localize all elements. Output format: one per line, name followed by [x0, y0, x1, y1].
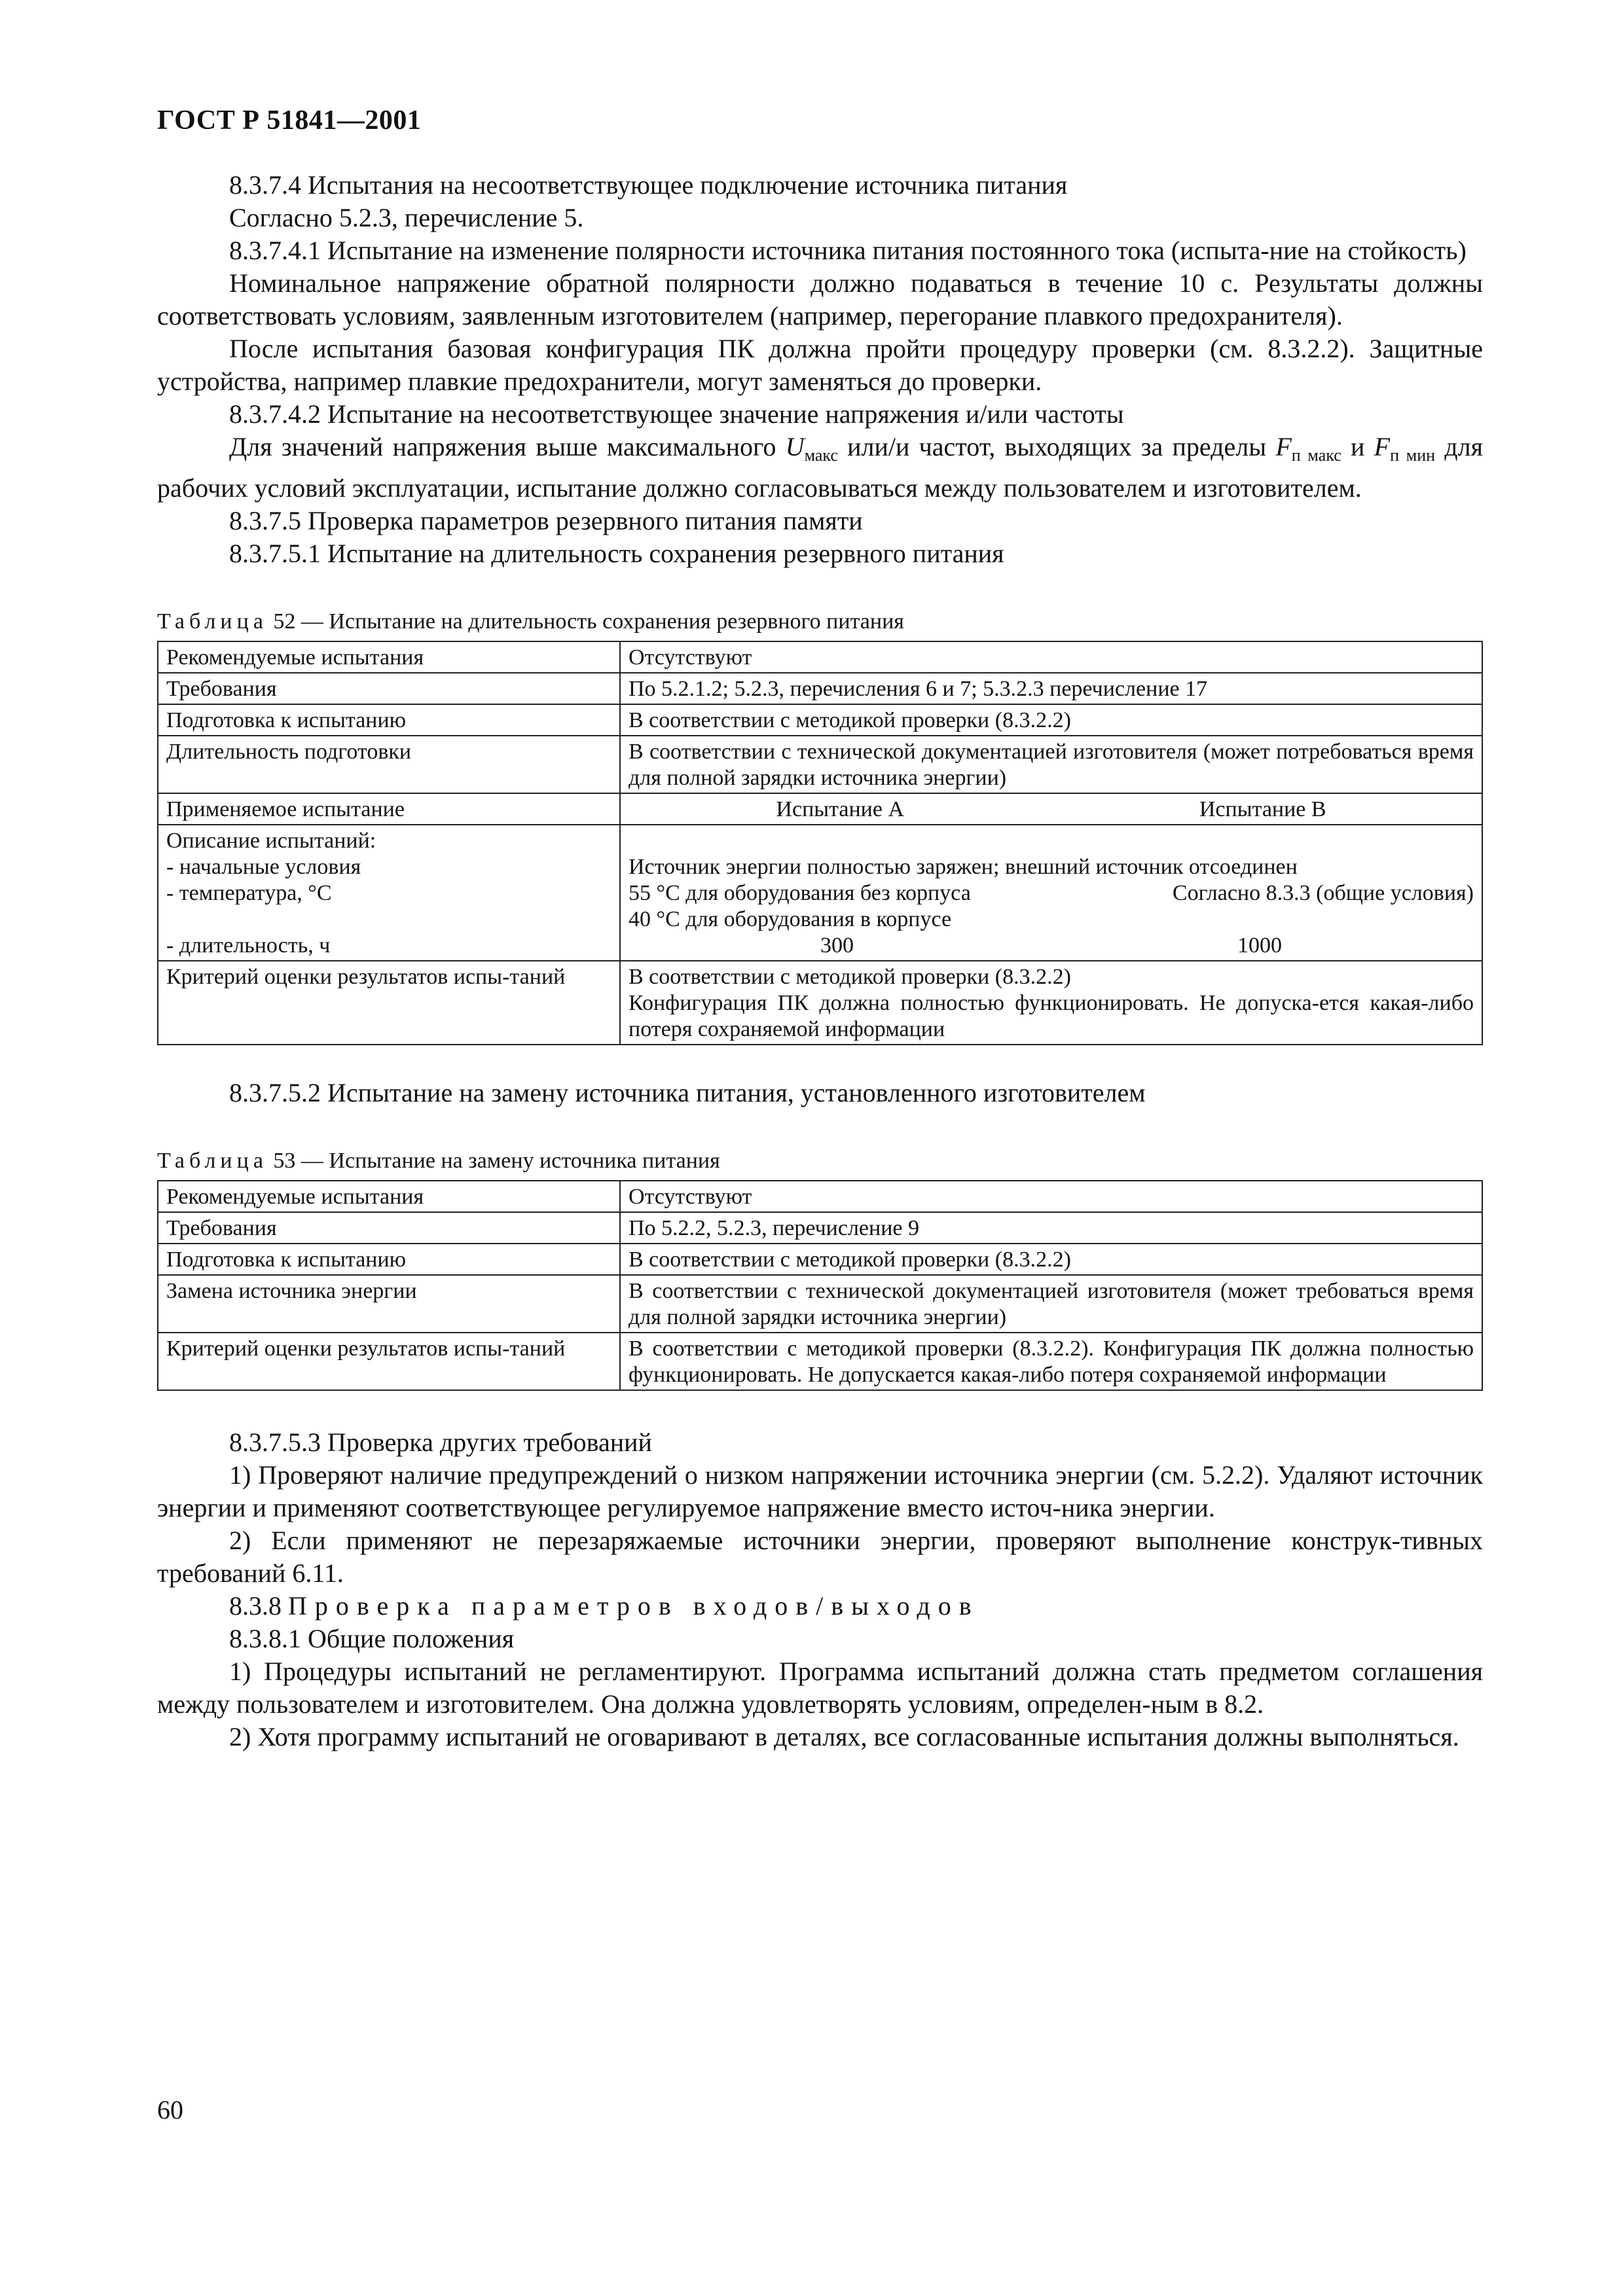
subscript: п мин	[1390, 446, 1436, 465]
symbol: U	[785, 432, 805, 461]
temp-label: - температура, °С	[166, 881, 332, 905]
table-cell: В соответствии с технической документацией изготовителя (может потребоваться время для полной зарядки источника энергии)	[620, 736, 1482, 793]
table-row	[158, 793, 1482, 825]
dur-row	[629, 933, 1474, 959]
paragraph: 8.3.7.5.3 Проверка других требований	[229, 1427, 652, 1457]
paragraph: 1) Проверяют наличие предупреждений о низком напряжении источника энергии (см. 5.2.2). Удаляют источник энергии и применяют соответствующее регулируемое напряжение вместо источ-ника энергии.	[157, 1460, 1483, 1522]
table-row	[158, 961, 1482, 1045]
paragraph: 8.3.7.4.2 Испытание на несоответствующее значение напряжения и/или частоты	[229, 399, 1124, 429]
init-value: Источник энергии полностью заряжен; внешний источник отсоединен	[629, 855, 1298, 879]
section-heading	[157, 1590, 1483, 1623]
table-cell: Критерий оценки результатов испы-таний	[158, 961, 620, 1045]
test-a-label: Испытание А	[776, 797, 905, 821]
dur-b: 1000	[1237, 933, 1282, 958]
section-title: Проверка параметров входов/выходов	[288, 1591, 979, 1621]
table-cell	[620, 961, 1482, 1045]
table-cell: Рекомендуемые испытания	[158, 1181, 620, 1212]
temp-a2: 40 °С для оборудования в корпусе	[629, 907, 952, 931]
table-row	[158, 1181, 1482, 1212]
table-row	[158, 673, 1482, 704]
standard-header: ГОСТ Р 51841—2001	[157, 105, 422, 135]
paragraph: 8.3.8.1 Общие положения	[229, 1624, 515, 1653]
table-cell: Подготовка к испытанию	[158, 704, 620, 736]
table-cell: Длительность подготовки	[158, 736, 620, 793]
table-cell: Применяемое испытание	[158, 793, 620, 825]
temp-a1: 55 °С для оборудования без корпуса	[629, 881, 971, 905]
init-label: - начальные условия	[166, 855, 361, 879]
table-cell: Отсутствуют	[620, 641, 1482, 673]
desc-label: Описание испытаний:	[166, 829, 376, 853]
table-cell: Замена источника энергии	[158, 1275, 620, 1333]
text: или/и частот, выходящих за пределы	[837, 432, 1276, 461]
dur-a: 300	[820, 933, 854, 958]
table-cell: Отсутствуют	[620, 1181, 1482, 1212]
table-cell: Требования	[158, 673, 620, 704]
table-caption	[157, 608, 1483, 636]
paragraph: 1) Процедуры испытаний не регламентируют. Программа испытаний должна стать предметом соглашения между пользователем и изготовителем. Она должна удовлетворять условиям, определен-ным в 8.2.	[157, 1657, 1483, 1719]
text: Для значений напряжения выше максимального	[229, 432, 786, 461]
paragraph: Номинальное напряжение обратной полярности должно подаваться в течение 10 с. Результаты должны соответствовать условиям, заявленным изготовителем (например, перегорание плавкого предохранителя).	[157, 268, 1483, 331]
table-cell: По 5.2.1.2; 5.2.3, перечисления 6 и 7; 5.3.2.3 перечисление 17	[620, 673, 1482, 704]
section-number: 8.3.8	[229, 1591, 288, 1621]
table-row	[158, 736, 1482, 793]
temp-b: Согласно 8.3.3 (общие условия)	[1172, 881, 1474, 905]
table-caption	[157, 1147, 1483, 1175]
table-cell: Рекомендуемые испытания	[158, 641, 620, 673]
table-title: 52 — Испытание на длительность сохранения резервного питания	[267, 609, 904, 634]
table-row	[158, 1212, 1482, 1244]
table-row	[158, 641, 1482, 673]
table-row	[158, 704, 1482, 736]
table-label: Таблица	[157, 609, 268, 634]
table-cell	[158, 825, 620, 961]
paragraph: 8.3.7.5 Проверка параметров резервного питания памяти	[229, 506, 863, 535]
table-53	[157, 1180, 1483, 1391]
spacer	[166, 906, 611, 933]
spacer	[629, 828, 1474, 854]
paragraph: 2) Хотя программу испытаний не оговаривают в деталях, все согласованные испытания должны выполняться.	[229, 1722, 1459, 1751]
table-title: 53 — Испытание на замену источника питания	[267, 1149, 720, 1173]
table-row	[158, 1244, 1482, 1275]
crit-value-2: Конфигурация ПК должна полностью функционировать. Не допуска-ется какая-либо потеря сохраняемой информации	[629, 991, 1474, 1041]
table-cell: По 5.2.2, 5.2.3, перечисление 9	[620, 1212, 1482, 1244]
table-row	[158, 825, 1482, 961]
symbol: F	[1374, 432, 1391, 461]
page-number: 60	[157, 2095, 183, 2125]
subscript: макс	[804, 446, 838, 465]
table-cell: Критерий оценки результатов испы-таний	[158, 1333, 620, 1390]
paragraph-voltage	[157, 431, 1483, 505]
dur-label: - длительность, ч	[166, 933, 331, 958]
text: для рабочих условий эксплуатации, испытание должно согласовываться между пользователем и изготовителем.	[157, 432, 1483, 503]
temp-row	[629, 880, 1474, 906]
table-cell: В соответствии с технической документацией изготовителя (может требоваться время для полной зарядки источника энергии)	[620, 1275, 1482, 1333]
symbol: F	[1275, 432, 1292, 461]
table-cell: Требования	[158, 1212, 620, 1244]
table-cell: Подготовка к испытанию	[158, 1244, 620, 1275]
paragraph: 8.3.7.5.1 Испытание на длительность сохранения резервного питания	[229, 539, 1004, 568]
table-label: Таблица	[157, 1149, 268, 1173]
table-52	[157, 641, 1483, 1045]
table-cell: В соответствии с методикой проверки (8.3.2.2)	[620, 1244, 1482, 1275]
crit-value-1: В соответствии с методикой проверки (8.3.2.2)	[629, 965, 1071, 989]
text: и	[1341, 432, 1374, 461]
paragraph: 8.3.7.4.1 Испытание на изменение полярности источника питания постоянного тока (испыта-ние на стойкость)	[229, 236, 1467, 265]
table-cell	[620, 793, 1482, 825]
paragraph: После испытания базовая конфигурация ПК должна пройти процедуру проверки (см. 8.3.2.2). Защитные устройства, например плавкие предохранители, могут заменяться до проверки.	[157, 334, 1483, 396]
paragraph: Согласно 5.2.3, перечисление 5.	[229, 203, 584, 232]
document-page	[157, 105, 1483, 1753]
table-row	[158, 1333, 1482, 1390]
table-cell: В соответствии с методикой проверки (8.3.2.2). Конфигурация ПК должна полностью функционировать. Не допускается какая-либо потеря сохраняемой информации	[620, 1333, 1482, 1390]
test-b-label: Испытание В	[1199, 797, 1326, 821]
table-cell: В соответствии с методикой проверки (8.3.2.2)	[620, 704, 1482, 736]
subscript: п макс	[1291, 446, 1341, 465]
paragraph: 2) Если применяют не перезаряжаемые источники энергии, проверяют выполнение конструк-тивных требований 6.11.	[157, 1526, 1483, 1588]
table-row	[158, 1275, 1482, 1333]
paragraph: 8.3.7.5.2 Испытание на замену источника питания, установленного изготовителем	[229, 1078, 1146, 1107]
table-cell	[620, 825, 1482, 961]
paragraph: 8.3.7.4 Испытания на несоответствующее подключение источника питания	[229, 170, 1068, 200]
